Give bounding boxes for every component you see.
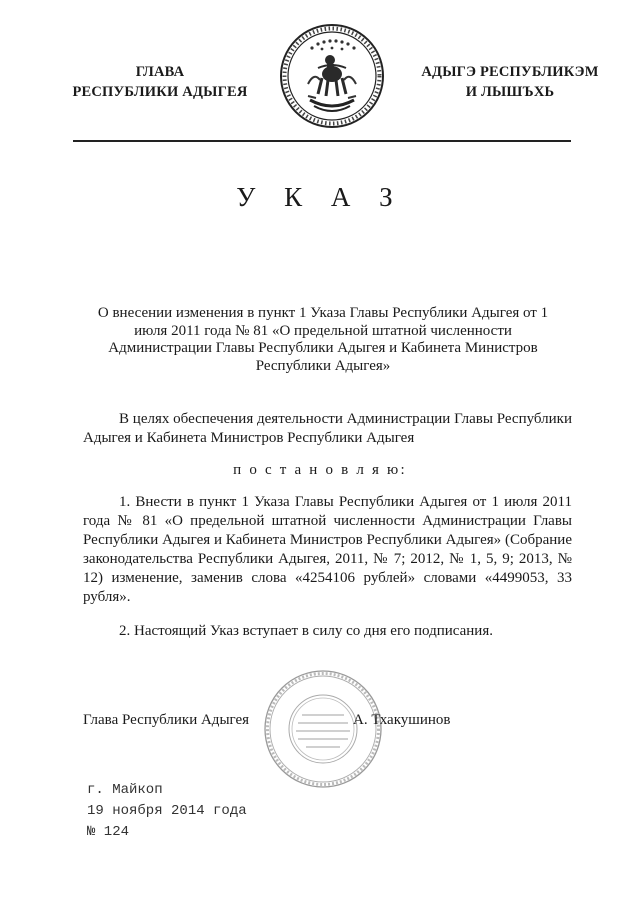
header-right-line1: АДЫГЭ РЕСПУБЛИКЭМ xyxy=(421,64,599,80)
document-title: У К А З xyxy=(236,182,404,212)
header-left-line1: ГЛАВА xyxy=(135,64,185,80)
issue-date: 19 ноября 2014 года xyxy=(87,803,247,819)
document-subject: О внесении изменения в пункт 1 Указа Главы Республики Адыгея от 1 июля 2011 года № 81 «О предельной штатной численности Администрации Главы Республики Адыгея и Кабинета Министров Республики Адыгея» xyxy=(97,305,549,374)
official-round-seal-icon xyxy=(262,668,384,790)
header-right-title xyxy=(390,62,630,102)
header-right-line2: И ЛЫШЪХЬ xyxy=(465,84,555,100)
item-2-paragraph: 2. Настоящий Указ вступает в силу со дня его подписания. xyxy=(119,623,493,639)
signatory-name: А. Тхакушинов xyxy=(353,712,451,728)
signatory-position: Глава Республики Адыгея xyxy=(83,712,250,728)
header-left-title xyxy=(50,62,270,102)
header-left-line2: РЕСПУБЛИКИ АДЫГЕЯ xyxy=(72,84,248,100)
coat-of-arms-emblem-icon xyxy=(278,22,386,130)
document-number: № 124 xyxy=(87,824,130,840)
decree-word: п о с т а н о в л я ю: xyxy=(233,462,407,478)
item-1-paragraph: 1. Внести в пункт 1 Указа Главы Республики Адыгея от 1 июля 2011 года № 81 «О предельной штатной численности Администрации Главы Республики Адыгея и Кабинета Министров Республики Адыгея» (Собрание законодательства Республики Адыгея, 2011, № 7; 2012, № 1, 5, 9; 2013, № 12) изменение, заменив слова «4254106 рублей» словами «4499053, 33 рубля». xyxy=(83,494,572,605)
issue-place: г. Майкоп xyxy=(87,782,163,798)
preamble-paragraph: В целях обеспечения деятельности Администрации Главы Республики Адыгея и Кабинета Министров Республики Адыгея xyxy=(83,411,572,446)
header-divider xyxy=(73,140,571,142)
